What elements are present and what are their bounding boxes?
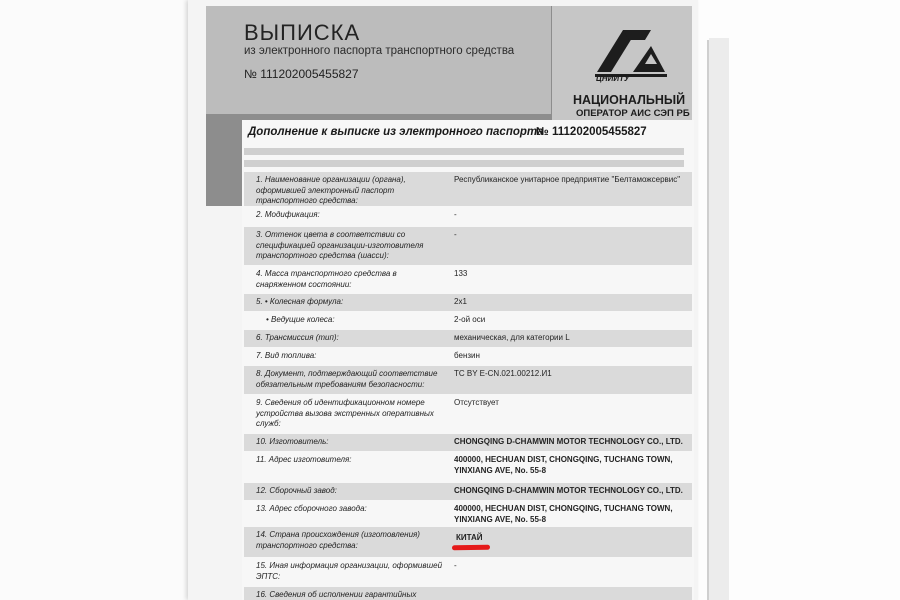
row-label: 16. Сведения об исполнении гарантийных <box>256 590 417 599</box>
row-label: 9. Сведения об идентификационном номере устройства вызова экстренных оперативных служб: <box>256 398 434 428</box>
table-row <box>244 294 692 311</box>
row-value: - <box>454 230 457 239</box>
table-row <box>244 501 692 526</box>
row-label: 14. Страна происхождения (изготовления) транспортного средства: <box>256 530 420 550</box>
issuer-name-line1: НАЦИОНАЛЬНЫЙ <box>573 93 686 107</box>
row-label: 6. Трансмиссия (тип): <box>256 333 339 342</box>
row-value: CHONGQING D-CHAMWIN MOTOR TECHNOLOGY CO., LTD. <box>454 486 683 495</box>
row-value: - <box>454 561 457 570</box>
row-value: ТС BY E-CN.021.00212.И1 <box>454 369 552 378</box>
row-label: 7. Вид топлива: <box>256 351 317 360</box>
row-value: 2x1 <box>454 297 467 306</box>
desk-background-right <box>690 0 900 600</box>
document-subtitle: из электронного паспорта транспортного средства <box>244 45 515 57</box>
table-row <box>244 395 692 433</box>
table-row <box>244 558 692 586</box>
desk-background-left <box>0 0 188 600</box>
row-label: 8. Документ, подтверждающий соответствие обязательным требованиям безопасности: <box>256 369 438 389</box>
row-label: 12. Сборочный завод: <box>256 486 337 495</box>
stripe-divider <box>244 160 684 167</box>
row-value: 133 <box>454 269 468 278</box>
country-of-origin-value: КИТАЙ <box>456 533 483 542</box>
row-value: 400000, HECHUAN DIST, CHONGQING, TUCHANG TOWN, YINXIANG AVE, No. 55-8 <box>454 455 673 475</box>
supplement-title: Дополнение к выписке из электронного паспорта <box>248 126 544 138</box>
row-value: Республиканское унитарное предприятие "Белтаможсервис" <box>454 175 681 184</box>
supplement-number: № 111202005455827 <box>536 126 647 138</box>
table-row <box>244 227 692 265</box>
table-row <box>244 527 692 557</box>
table-row <box>244 587 692 600</box>
table-row <box>244 312 692 329</box>
table-row <box>244 452 692 482</box>
document-title: ВЫПИСКА <box>244 20 361 45</box>
row-value: - <box>454 210 457 219</box>
table-row <box>244 330 692 347</box>
stripe-divider <box>244 148 684 155</box>
document-number: № 111202005455827 <box>244 67 359 81</box>
row-value: 400000, HECHUAN DIST, CHONGQING, TUCHANG TOWN, YINXIANG AVE, No. 55-8 <box>454 504 673 524</box>
row-value: бензин <box>454 351 480 360</box>
table-row <box>244 434 692 451</box>
second-sheet-edge <box>709 38 729 600</box>
issuer-name-line2: ОПЕРАТОР АИС СЭП РБ <box>576 108 690 119</box>
sheet-edge-line <box>707 40 709 600</box>
row-label: 5. • Колесная формула: <box>256 297 344 306</box>
row-value: Отсутствует <box>454 398 499 407</box>
row-value: CHONGQING D-CHAMWIN MOTOR TECHNOLOGY CO., LTD. <box>454 437 683 446</box>
row-label: 11. Адрес изготовителя: <box>256 455 352 464</box>
row-label: 15. Иная информация организации, оформившей ЭПТС: <box>256 561 443 581</box>
row-label: 4. Масса транспортного средства в снаряженном состоянии: <box>256 269 397 289</box>
row-label: 13. Адрес сборочного завода: <box>256 504 367 513</box>
row-label: 1. Наименование организации (органа), оформившей электронный паспорт транспортного средства: <box>256 175 406 205</box>
table-row <box>244 483 692 500</box>
red-highlight-underline <box>452 545 490 551</box>
table-row <box>244 366 692 394</box>
row-label: 10. Изготовитель: <box>256 437 329 446</box>
issuer-logo-text: ЦНИИТУ <box>596 74 630 83</box>
table-row <box>244 172 692 206</box>
table-row <box>244 207 692 226</box>
table-row <box>244 348 692 365</box>
row-label: 3. Оттенок цвета в соответствии со спецификацией организации-изготовителя транспортного средства (шасси): <box>256 230 424 260</box>
row-label: • Ведущие колеса: <box>266 315 335 324</box>
row-value: 2-ой оси <box>454 315 486 324</box>
row-value: механическая, для категории L <box>454 333 570 342</box>
row-label: 2. Модификация: <box>256 210 320 219</box>
table-row <box>244 266 692 293</box>
